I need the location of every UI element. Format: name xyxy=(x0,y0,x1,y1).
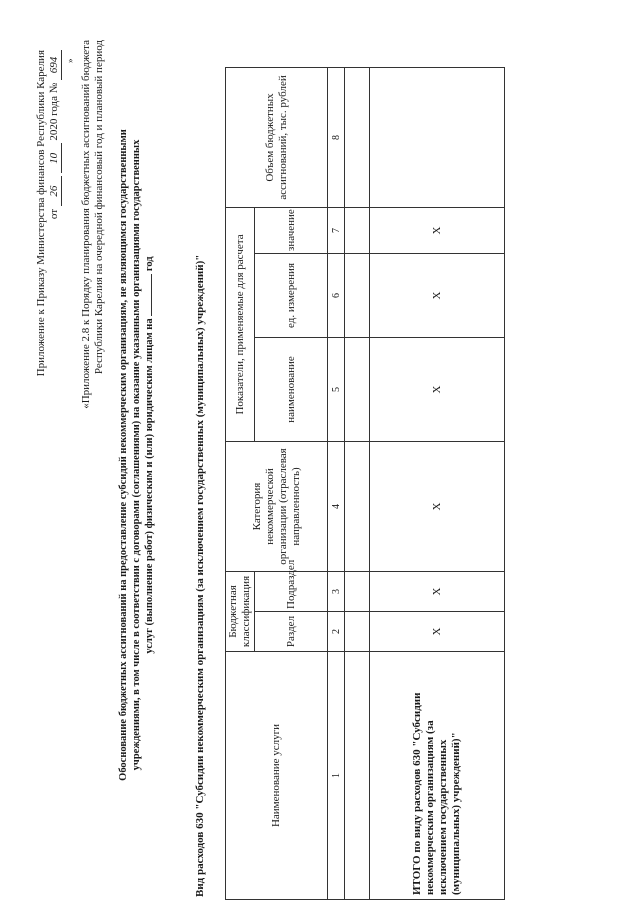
header-budget-class: Бюджетная классификация xyxy=(226,571,255,651)
empty-cell[interactable] xyxy=(345,571,370,611)
empty-cell[interactable] xyxy=(345,253,370,337)
header-subsection: Подраздел xyxy=(255,571,328,611)
column-number: 1 xyxy=(328,652,345,900)
title-year-word: год xyxy=(144,256,155,272)
empty-cell[interactable] xyxy=(345,652,370,900)
document-title xyxy=(117,45,156,865)
appendix-from-label: от xyxy=(48,208,60,220)
total-label: ИТОГО по виду расходов 630 "Субсидии некоммерческим организациям (за исключением государственных (муниципальных) учреждений)" xyxy=(370,652,505,900)
total-ind-value-cell: Х xyxy=(370,207,505,253)
year-blank xyxy=(151,274,152,316)
appendix-reference xyxy=(35,50,62,376)
total-row xyxy=(370,67,505,899)
appendix2-reference xyxy=(80,40,106,409)
empty-cell[interactable] xyxy=(345,612,370,652)
header-ind-value: значение xyxy=(255,207,328,253)
empty-data-row xyxy=(345,67,370,899)
header-indicators: Показатели, применяемые для расчета xyxy=(226,207,255,441)
total-volume-cell[interactable] xyxy=(370,67,505,207)
column-number: 8 xyxy=(328,67,345,207)
header-volume: Объем бюджетных ассигнований, тыс. рублей xyxy=(226,67,328,207)
appendix2-line-2: Республики Карелия на очередной финансовый год и плановый период xyxy=(93,40,105,375)
title-line-2: учреждениями, в том числе в соответствии с договорами (соглашениями) на оказание указанными организациями государственных xyxy=(131,139,142,771)
column-number: 7 xyxy=(328,207,345,253)
header-category: Категория некоммерческой организации (отраслевая направленность) xyxy=(226,441,328,571)
empty-cell[interactable] xyxy=(345,207,370,253)
page-mark: » xyxy=(65,58,75,63)
appendix2-line-1: «Приложение 2.8 к Порядку планирования бюджетных ассигнований бюджета xyxy=(80,40,92,409)
total-subsection-cell: Х xyxy=(370,571,505,611)
header-ind-name: наименование xyxy=(255,337,328,441)
header-section: Раздел xyxy=(255,612,328,652)
section-title: Вид расходов 630 "Субсидии некоммерческим организациям (за исключением государственных (муниципальных) учреждений)" xyxy=(194,254,206,897)
appendix-line-1: Приложение к Приказу Министерства финансов Республики Карелия xyxy=(35,50,47,377)
appendix-date-line xyxy=(48,50,62,376)
column-number: 6 xyxy=(328,253,345,337)
total-section-cell: Х xyxy=(370,612,505,652)
total-ind-name-cell: Х xyxy=(370,337,505,441)
title-line-1: Обоснование бюджетных ассигнований на предоставление субсидий некоммерческим организациям, не являющимся государственными xyxy=(118,129,129,781)
header-ind-unit: ед. измерения xyxy=(255,253,328,337)
empty-cell[interactable] xyxy=(345,67,370,207)
appendix-year: 2020 года № xyxy=(48,82,60,141)
budget-table xyxy=(225,67,505,900)
appendix-day: 26 xyxy=(48,176,62,206)
total-ind-unit-cell: Х xyxy=(370,253,505,337)
column-number: 2 xyxy=(328,612,345,652)
header-service-name: Наименование услуги xyxy=(226,652,328,900)
appendix-month: 10 xyxy=(48,143,62,173)
title-line-3-text: услуг (выполнение работ) физическим и (или) юридическим лицам на xyxy=(144,318,155,654)
title-line-3 xyxy=(143,45,156,865)
empty-cell[interactable] xyxy=(345,441,370,571)
column-number-row xyxy=(328,67,345,899)
column-number: 3 xyxy=(328,571,345,611)
total-category-cell: Х xyxy=(370,441,505,571)
column-number: 5 xyxy=(328,337,345,441)
header-row-1 xyxy=(226,67,255,899)
column-number: 4 xyxy=(328,441,345,571)
appendix-number: 694 xyxy=(48,50,62,80)
empty-cell[interactable] xyxy=(345,337,370,441)
